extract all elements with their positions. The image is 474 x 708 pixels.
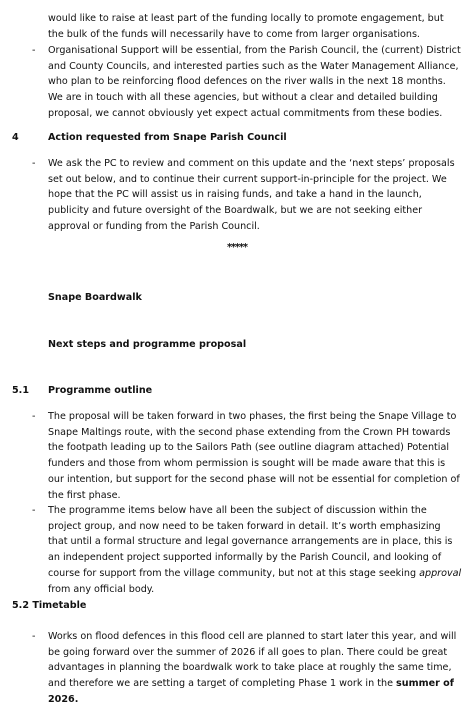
programme-items-bullet xyxy=(48,503,462,597)
section-4-bullet: We ask the PC to review and comment on this update and the ‘next steps’ proposals set out below, and to continue their current support-in-principle for the project. We hope that the PC will assist us in raising funds, and take a hand in the launch, publicity and future oversight of the Boardwalk, but we are not seeking either approval or funding from the Parish Council. xyxy=(48,158,455,232)
programme-phases-bullet: The proposal will be taken forward in two phases, the first being the Snape Village to Snape Maltings route, with the second phase extending from the Crown PH towards the footpath leading up to the Sailors Path (see outline diagram attached) Potential funders and those from whom permission is sought will be made aware that this is our intention, but support for the second phase will not be essential for completion of the first phase. xyxy=(48,411,460,501)
summer-2026-emphasis: summer of 2026. xyxy=(48,678,454,705)
bullet-marker: - xyxy=(32,505,36,516)
section-5-2-heading: 5.2 Timetable xyxy=(12,600,87,611)
section-4-number: 4 xyxy=(12,132,19,143)
programme-items-text: The programme items below have all been the subject of discussion within the project group, and now need to be taken forward in detail. It’s worth emphasizing that until a formal structure and legal governance arrangements are in place, this is an independent project supported informally by the Parish Council, and looking of course for support from the village community, but not at this stage seeking xyxy=(48,505,453,579)
timetable-bullet xyxy=(48,629,462,708)
bullet-marker: - xyxy=(32,158,36,169)
section-4-title: Action requested from Snape Parish Council xyxy=(48,132,287,143)
doc-subtitle: Next steps and programme proposal xyxy=(48,339,247,350)
section-5-1-title: Programme outline xyxy=(48,385,153,396)
doc-title: Snape Boardwalk xyxy=(48,292,142,303)
timetable-text: Works on flood defences in this flood cell are planned to start later this year, and will be going forward over the summer of 2026 if all goes to plan. There could be great advantages in planning the boardwalk work to take place at roughly the same time, and therefore we are setting a target of completing Phase 1 work in the xyxy=(48,631,457,690)
approval-emphasis: approval xyxy=(419,567,462,579)
bullet-marker: - xyxy=(32,45,36,56)
programme-items-text-end: from any official body. xyxy=(48,583,155,595)
section-5-1-number: 5.1 xyxy=(12,385,29,396)
separator-stars: ***** xyxy=(226,242,248,253)
bullet-marker: - xyxy=(32,631,36,642)
continued-paragraph: would like to raise at least part of the funding locally to promote engagement, but the bulk of the funds will necessarily have to come from larger organisations. xyxy=(48,13,444,40)
org-support-bullet: Organisational Support will be essential, from the Parish Council, the (current) District and County Councils, and interested parties such as the Water Management Alliance, who plan to be reinforcing flood defences on the river walls in the next 18 months. We are in touch with all these agencies, but without a clear and detailed building proposal, we cannot obviously yet expect actual commitments from these bodies. xyxy=(48,45,461,119)
bullet-marker: - xyxy=(32,411,36,422)
